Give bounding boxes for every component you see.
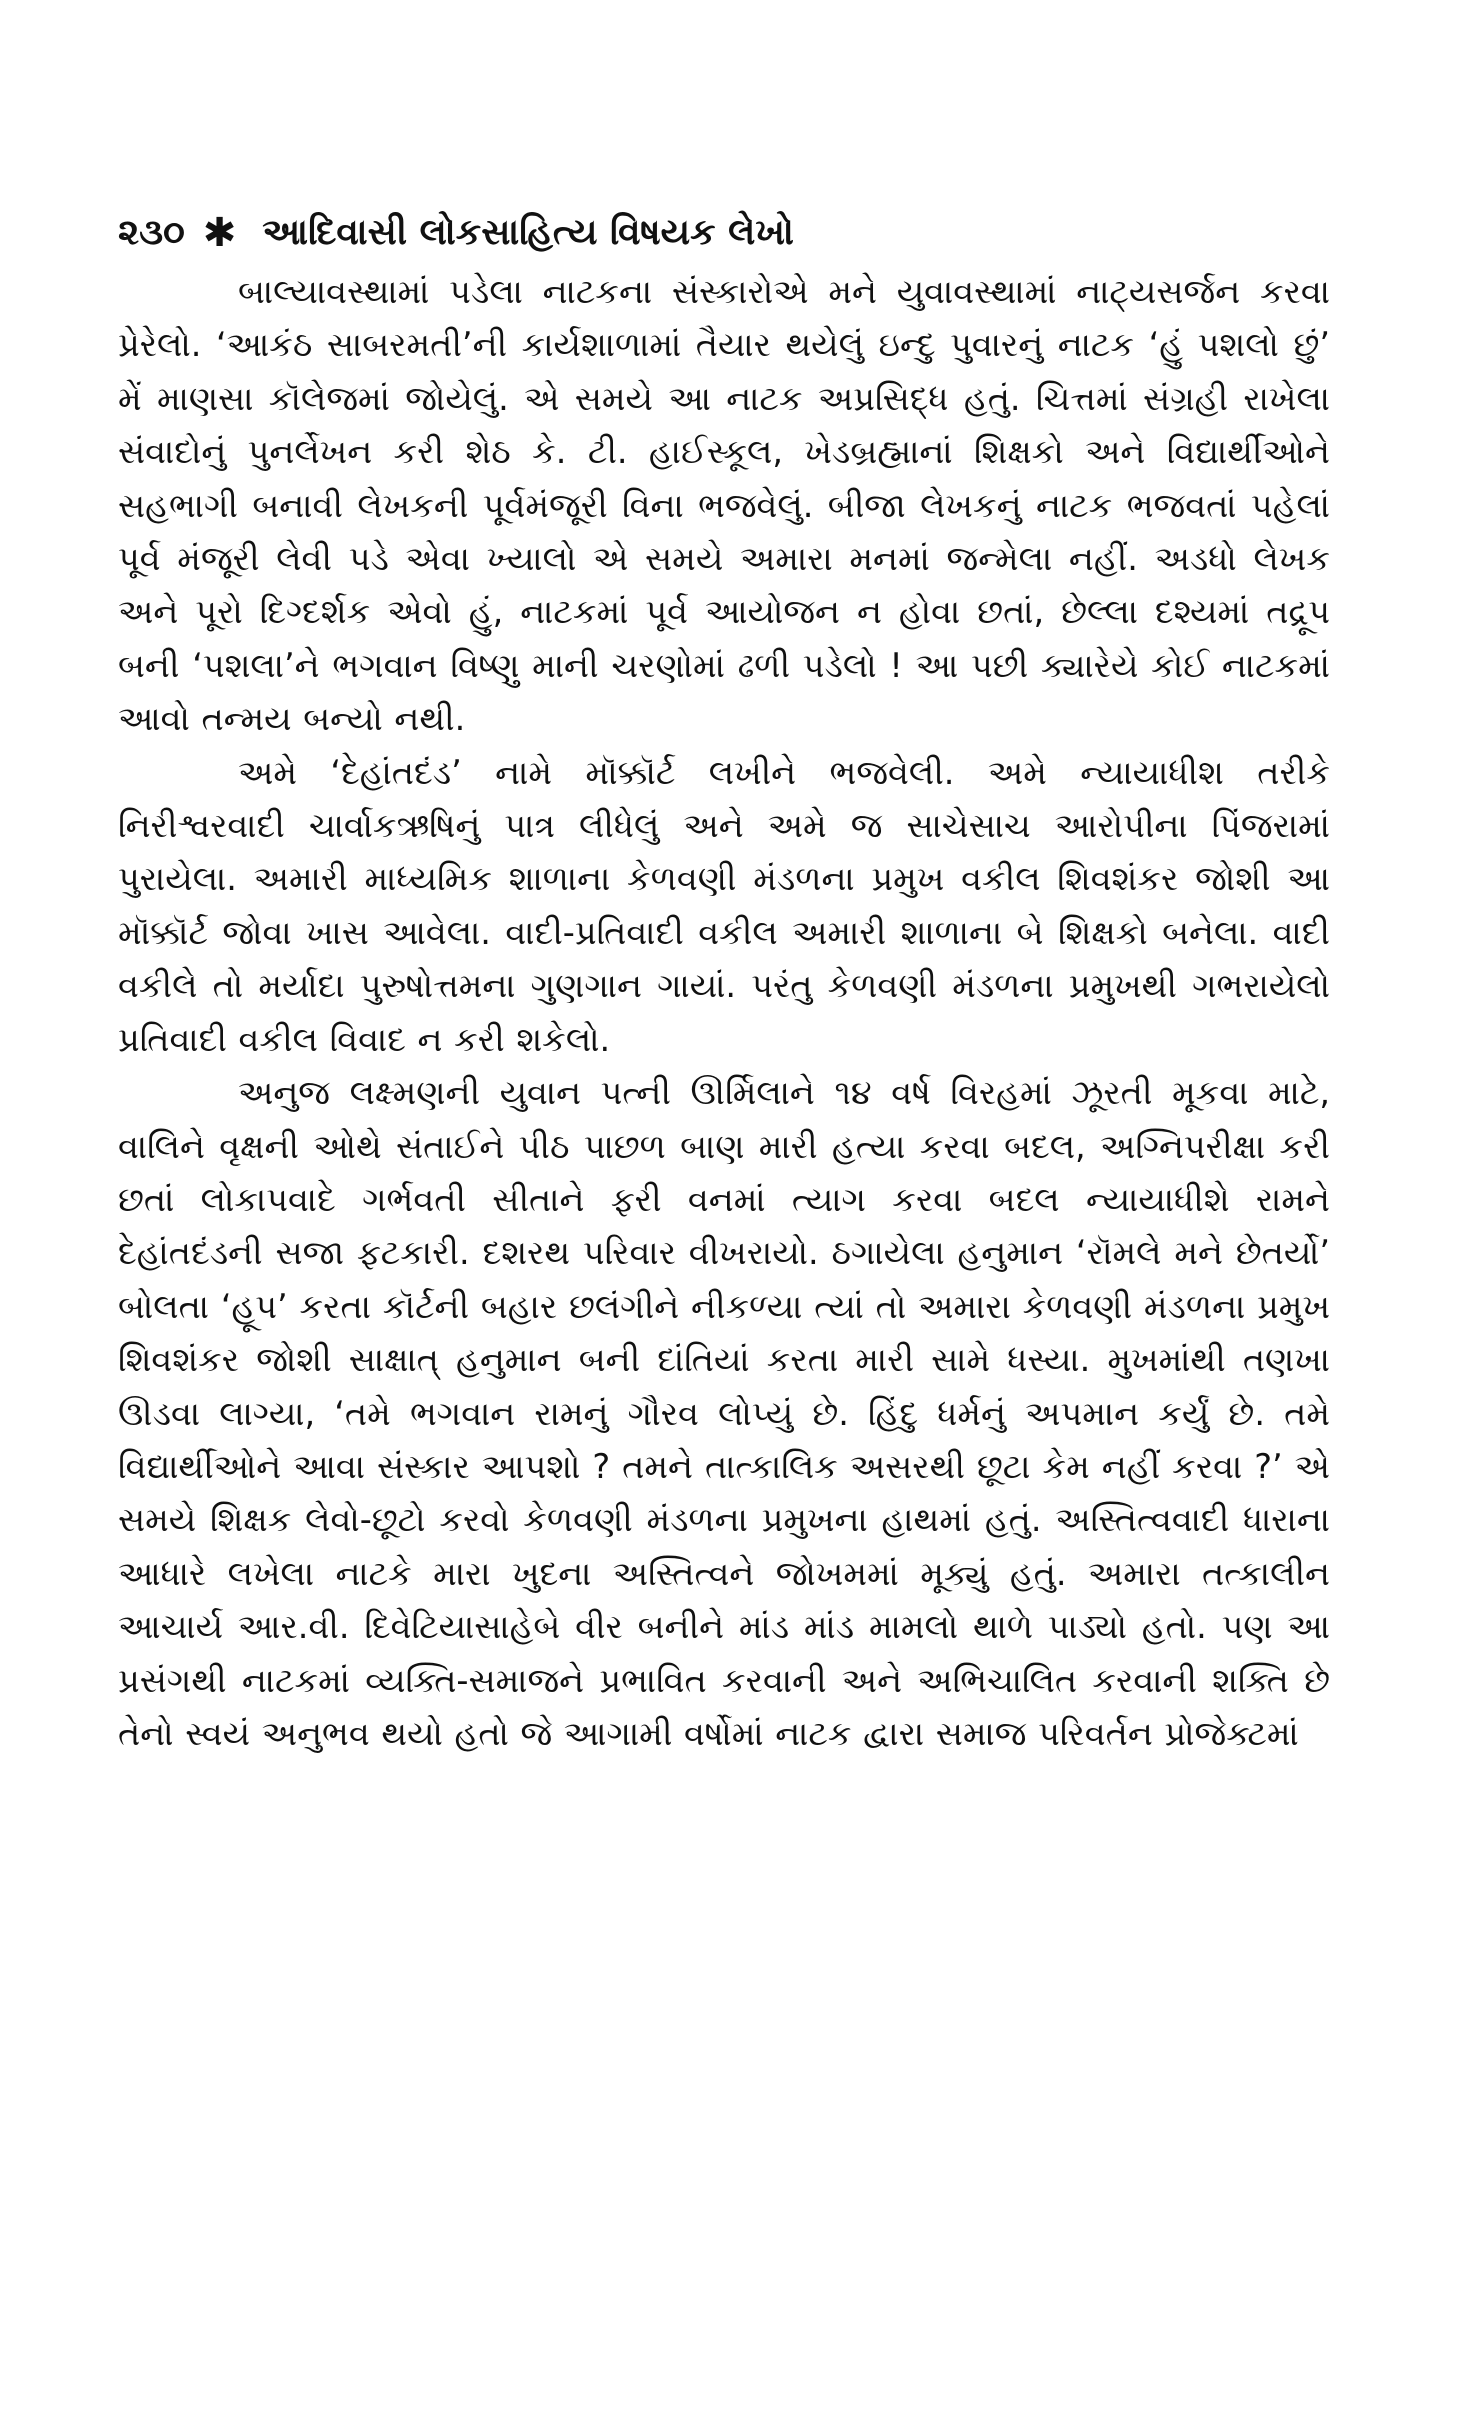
paragraph-2: અમે ‘દેહાંતદંડ’ નામે મૉક્કૉર્ટ લખીને ભજવેલી. અમે ન્યાયાધીશ તરીકે નિરીશ્વરવાદી ચાર્વાકઋષિનું પાત્ર લીધેલું અને અમે જ સાચેસાચ આરોપીના પિંજરામાં પુરાયેલા. અમારી માધ્યમિક શાળાના કેળવણી મંડળના પ્રમુખ વકીલ શિવશંકર જોશી આ મૉક્કૉર્ટ જોવા ખાસ આવેલા. વાદી-પ્રતિવાદી વકીલ અમારી શાળાના બે શિક્ષકો બનેલા. વાદી વકીલે તો મર્યાદા પુરુષોત્તમના ગુણગાન ગાયાં. પરંતુ કેળવણી મંડળના પ્રમુખથી ગભરાયેલો પ્રતિવાદી વકીલ વિવાદ ન કરી શકેલો.	[118, 752, 1330, 1059]
page-number: ૨૩૦	[118, 212, 185, 253]
book-page	[118, 205, 1330, 1760]
book-title: આદિવાસી લોકસાહિત્ય વિષયક લેખો	[262, 212, 794, 253]
paragraph-3: અનુજ લક્ષ્મણની યુવાન પત્ની ઊર્મિલાને ૧૪ વર્ષ વિરહમાં ઝૂરતી મૂકવા માટે, વાલિને વૃક્ષની ઓથે સંતાઈને પીઠ પાછળ બાણ મારી હત્યા કરવા બદલ, અગ્નિપરીક્ષા કરી છતાં લોકાપવાદે ગર્ભવતી સીતાને ફરી વનમાં ત્યાગ કરવા બદલ ન્યાયાધીશે રામને દેહાંતદંડની સજા ફટકારી. દશરથ પરિવાર વીખરાયો. ઠગાયેલા હનુમાન ‘રૉમલે મને છેતર્યો’ બોલતા ‘હૂપ’ કરતા કૉર્ટની બહાર છલંગીને નીકળ્યા ત્યાં તો અમારા કેળવણી મંડળના પ્રમુખ શિવશંકર જોશી સાક્ષાત્ હનુમાન બની દાંતિયાં કરતા મારી સામે ધસ્યા. મુખમાંથી તણખા ઊડવા લાગ્યા, ‘તમે ભગવાન રામનું ગૌરવ લોપ્યું છે. હિંદુ ધર્મનું અપમાન કર્યું છે. તમે વિદ્યાર્થીઓને આવા સંસ્કાર આપશો ? તમને તાત્કાલિક અસરથી છૂટા કેમ નહીં કરવા ?’ એ સમયે શિક્ષક લેવો-છૂટો કરવો કેળવણી મંડળના પ્રમુખના હાથમાં હતું. અસ્તિત્વવાદી ધારાના આધારે લખેલા નાટકે મારા ખુદના અસ્તિત્વને જોખમમાં મૂક્યું હતું. અમારા તત્કાલીન આચાર્ય આર.વી. દિવેટિયાસાહેબે વીર બનીને માંડ માંડ મામલો થાળે પાડ્યો હતો. પણ આ પ્રસંગથી નાટકમાં વ્યક્તિ-સમાજને પ્રભાવિત કરવાની અને અભિચાલિત કરવાની શક્તિ છે તેનો સ્વયં અનુભવ થયો હતો જે આગામી વર્ષોમાં નાટક દ્વારા સમાજ પરિવર્તન પ્રોજેક્ટમાં	[118, 1073, 1330, 1753]
running-head	[118, 205, 1330, 261]
paragraph-1: બાલ્યાવસ્થામાં પડેલા નાટકના સંસ્કારોએ મને યુવાવસ્થામાં નાટ્યસર્જન કરવા પ્રેરેલો. ‘આકંઠ સાબરમતી’ની કાર્યશાળામાં તૈયાર થયેલું ઇન્દુ પુવારનું નાટક ‘હું પશલો છું’ મેં માણસા કૉલેજમાં જોયેલું. એ સમયે આ નાટક અપ્રસિદ્ધ હતું. ચિત્તમાં સંગ્રહી રાખેલા સંવાદોનું પુનર્લેખન કરી શેઠ કે. ટી. હાઈસ્કૂલ, ખેડબ્રહ્માનાં શિક્ષકો અને વિદ્યાર્થીઓને સહભાગી બનાવી લેખકની પૂર્વમંજૂરી વિના ભજવેલું. બીજા લેખકનું નાટક ભજવતાં પહેલાં પૂર્વ મંજૂરી લેવી પડે એવા ખ્યાલો એ સમયે અમારા મનમાં જન્મેલા નહીં. અડધો લેખક અને પૂરો દિગ્દર્શક એવો હું, નાટકમાં પૂર્વ આયોજન ન હોવા છતાં, છેલ્લા દશ્યમાં તદ્રૂપ બની ‘પશલા’ને ભગવાન વિષ્ણુ માની ચરણોમાં ઢળી પડેલો ! આ પછી ક્યારેયે કોઈ નાટકમાં આવો તન્મય બન્યો નથી.	[118, 272, 1330, 739]
body-text	[118, 265, 1330, 1760]
asterisk-separator-icon: ✱	[202, 210, 237, 256]
